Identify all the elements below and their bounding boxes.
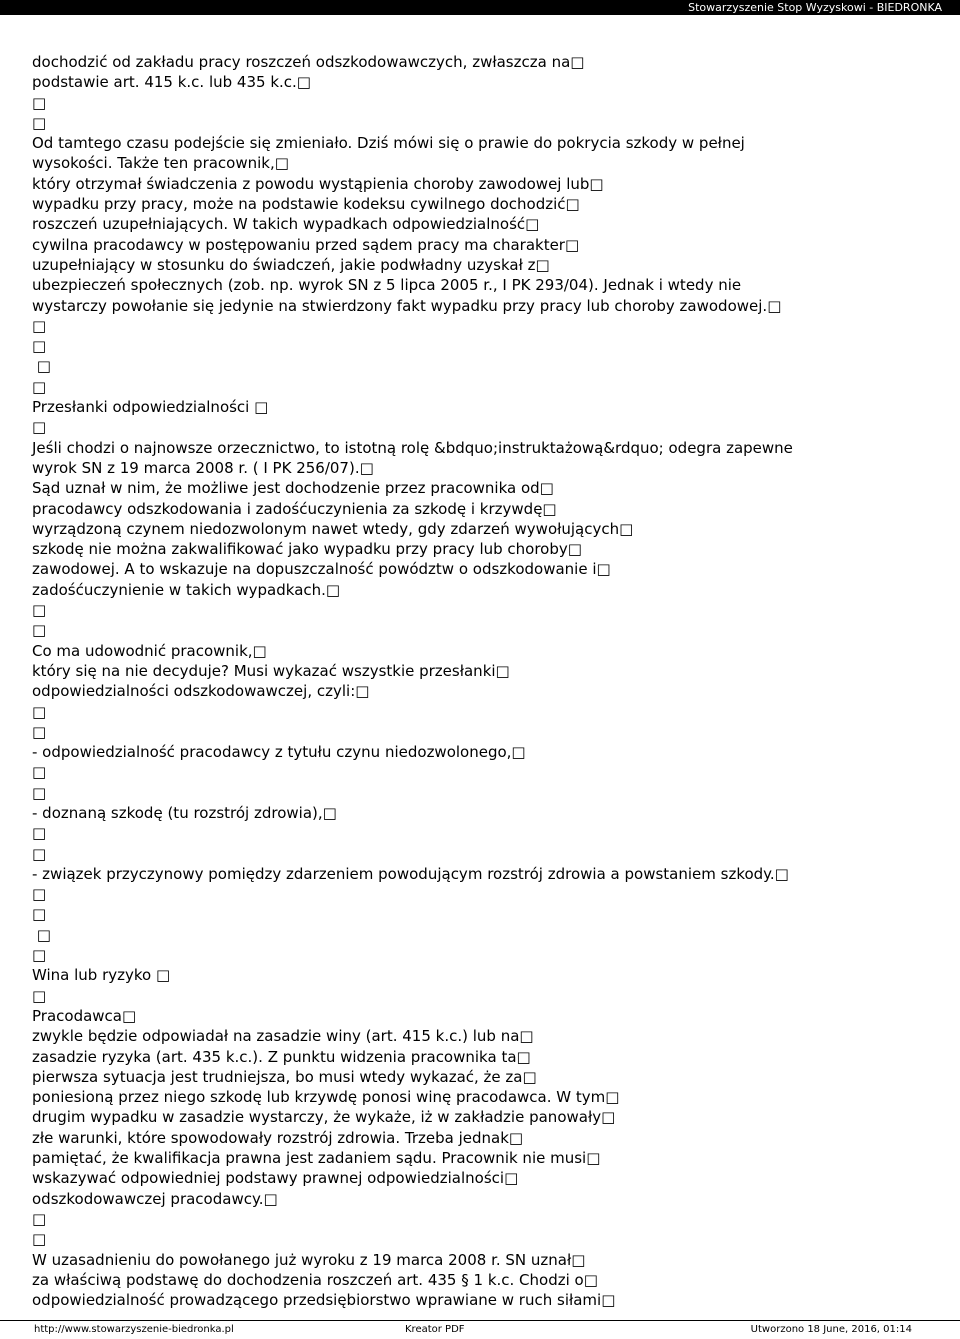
text-line: W uzasadnieniu do powołanego już wyroku z 19 marca 2008 r. SN uznał□ (32, 1250, 586, 1269)
text-line: cywilna pracodawcy w postępowaniu przed sądem pracy ma charakter□ (32, 235, 580, 254)
text-line: - odpowiedzialność pracodawcy z tytułu czynu niedozwolonego,□ (32, 743, 526, 762)
footer-created-date: Utworzono 18 June, 2016, 01:14 (750, 1324, 912, 1335)
text-line: □ (32, 316, 47, 335)
text-line: □ (32, 1230, 47, 1249)
text-line: podstawie art. 415 k.c. lub 435 k.c.□ (32, 73, 311, 92)
text-line: Co ma udowodnić pracownik,□ (32, 641, 267, 660)
text-line: pamiętać, że kwalifikacja prawna jest zadaniem sądu. Pracownik nie musi□ (32, 1149, 601, 1168)
text-line: wyrządzoną czynem niedozwolonym nawet wtedy, gdy zdarzeń wywołujących□ (32, 519, 634, 538)
text-line: odszkodowawczej pracodawcy.□ (32, 1189, 278, 1208)
text-line: Przesłanki odpowiedzialności □ (32, 398, 269, 417)
text-line: - związek przyczynowy pomiędzy zdarzeniem powodującym rozstrój zdrowia a powstaniem szkody.□ (32, 864, 789, 883)
text-line: wyrok SN z 19 marca 2008 r. ( I PK 256/07).□ (32, 458, 374, 477)
text-line: zawodowej. A to wskazuje na dopuszczalność powództw o odszkodowanie i□ (32, 560, 611, 579)
text-line: uzupełniający w stosunku do świadczeń, jakie podwładny uzyskał z□ (32, 255, 550, 274)
text-line: □ (32, 986, 47, 1005)
text-line: odpowiedzialności odszkodowawczej, czyli:□ (32, 682, 370, 701)
text-line: □ (32, 702, 47, 721)
text-line: zadośćuczynienie w takich wypadkach.□ (32, 580, 341, 599)
text-line: roszczeń uzupełniających. W takich wypadkach odpowiedzialność□ (32, 215, 540, 234)
text-line: za właściwą podstawę do dochodzenia roszczeń art. 435 § 1 k.c. Chodzi o□ (32, 1270, 598, 1289)
footer-url[interactable]: http://www.stowarzyszenie-biedronka.pl (34, 1324, 234, 1335)
text-line: □ (32, 824, 47, 843)
document-body (32, 52, 932, 1310)
text-line: - doznaną szkodę (tu rozstrój zdrowia),□ (32, 803, 337, 822)
text-line: pierwsza sytuacja jest trudniejsza, bo musi wtedy wykazać, że za□ (32, 1067, 537, 1086)
text-line: Jeśli chodzi o najnowsze orzecznictwo, to istotną rolę &bdquo;instruktażową&rdquo; odegra zapewne (32, 438, 793, 457)
text-line: □ (32, 844, 47, 863)
text-line: poniesioną przez niego szkodę lub krzywdę ponosi winę pracodawca. W tym□ (32, 1088, 620, 1107)
footer-creator: Kreator PDF (405, 1324, 465, 1335)
text-line: □ (32, 357, 51, 376)
text-line: □ (32, 946, 47, 965)
text-line: □ (32, 1209, 47, 1228)
text-line: odpowiedzialność prowadzącego przedsiębiorstwo wprawiane w ruch siłami□ (32, 1291, 616, 1310)
text-line: Sąd uznał w nim, że możliwe jest dochodzenie przez pracownika od□ (32, 479, 554, 498)
text-line: który otrzymał świadczenia z powodu wystąpienia choroby zawodowej lub□ (32, 174, 604, 193)
text-line: złe warunki, które spowodowały rozstrój zdrowia. Trzeba jednak□ (32, 1128, 524, 1147)
text-line: Wina lub ryzyko □ (32, 966, 171, 985)
text-line: zasadzie ryzyka (art. 435 k.c.). Z punktu widzenia pracownika ta□ (32, 1047, 531, 1066)
text-line: szkodę nie można zakwalifikować jako wypadku przy pracy lub choroby□ (32, 540, 582, 559)
text-line: drugim wypadku w zasadzie wystarczy, że wykaże, iż w zakładzie panowały□ (32, 1108, 616, 1127)
text-line: □ (32, 885, 47, 904)
text-line: wysokości. Także ten pracownik,□ (32, 154, 289, 173)
text-line: który się na nie decyduje? Musi wykazać wszystkie przesłanki□ (32, 661, 510, 680)
header-title: Stowarzyszenie Stop Wyzyskowi - BIEDRONKA (688, 1, 942, 14)
text-line: □ (32, 621, 47, 640)
text-line: □ (32, 763, 47, 782)
text-line: □ (32, 783, 47, 802)
text-line: wypadku przy pracy, może na podstawie kodeksu cywilnego dochodzić□ (32, 195, 580, 214)
text-line: □ (32, 377, 47, 396)
text-line: zwykle będzie odpowiadał na zasadzie winy (art. 415 k.c.) lub na□ (32, 1027, 534, 1046)
page-header (0, 0, 960, 15)
text-line: □ (32, 113, 47, 132)
text-line: □ (32, 337, 47, 356)
text-line: □ (32, 905, 47, 924)
text-line: wskazywać odpowiedniej podstawy prawnej odpowiedzialności□ (32, 1169, 519, 1188)
text-line: Pracodawca□ (32, 1006, 137, 1025)
text-line: □ (32, 722, 47, 741)
text-line: □ (32, 93, 47, 112)
page-footer (0, 1320, 960, 1339)
text-line: □ (32, 418, 47, 437)
text-line: dochodzić od zakładu pracy roszczeń odszkodowawczych, zwłaszcza na□ (32, 53, 585, 71)
text-line: ubezpieczeń społecznych (zob. np. wyrok SN z 5 lipca 2005 r., I PK 293/04). Jednak i wtedy nie (32, 276, 742, 295)
text-line: Od tamtego czasu podejście się zmieniało. Dziś mówi się o prawie do pokrycia szkody w pełnej (32, 134, 745, 153)
text-line: pracodawcy odszkodowania i zadośćuczynienia za szkodę i krzywdę□ (32, 499, 557, 518)
text-line: wystarczy powołanie się jedynie na stwierdzony fakt wypadku przy pracy lub choroby zawodowej.□ (32, 296, 782, 315)
text-line: □ (32, 925, 51, 944)
text-line: □ (32, 601, 47, 620)
